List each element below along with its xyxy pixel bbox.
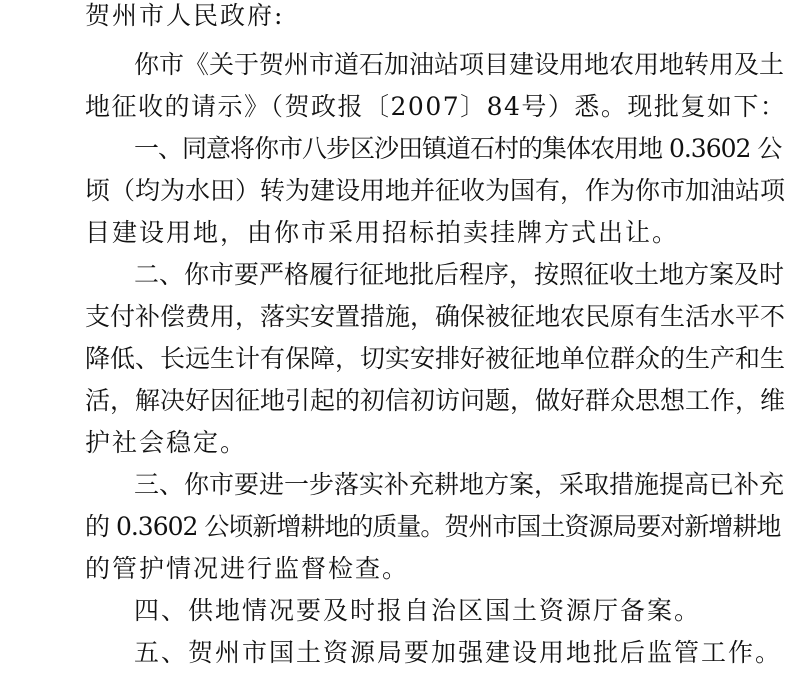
paragraph-line: 降低、长远生计有保障，切实安排好被征地单位群众的生产和生 — [85, 344, 786, 373]
paragraph-line: 支付补偿费用，落实安置措施，确保被征地农民原有生活水平不 — [85, 302, 786, 331]
paragraph-line: 二、你市要严格履行征地批后程序，按照征收土地方案及时 — [134, 260, 785, 289]
paragraph-line: 护社会稳定。 — [85, 428, 248, 457]
paragraph-line: 的管护情况进行监督检查。 — [85, 554, 410, 583]
paragraph-line: 的 0.3602 公顷新增耕地的质量。贺州市国土资源局要对新增耕地 — [85, 512, 781, 541]
paragraph-line: 目建设用地，由你市采用招标拍卖挂牌方式出让。 — [85, 218, 680, 247]
paragraph-line: 四、供地情况要及时报自治区国土资源厅备案。 — [134, 596, 702, 625]
paragraph-line: 三、你市要进一步落实补充耕地方案，采取措施提高已补充 — [134, 470, 785, 499]
paragraph-line: 五、贺州市国土资源局要加强建设用地批后监管工作。 — [134, 638, 783, 667]
salutation: 贺州市人民政府: — [85, 1, 285, 30]
paragraph-line: 地征收的请示》（贺政报〔2007〕84号）悉。现批复如下： — [85, 92, 787, 121]
paragraph-line: 你市《关于贺州市道石加油站项目建设用地农用地转用及土 — [134, 50, 785, 79]
paragraph-line: 顷（均为水田）转为建设用地并征收为国有，作为你市加油站项 — [85, 176, 786, 205]
paragraph-line: 活，解决好因征地引起的初信初访问题，做好群众思想工作，维 — [85, 386, 786, 415]
paragraph-line: 一、同意将你市八步区沙田镇道石村的集体农用地 0.3602 公 — [134, 134, 782, 163]
